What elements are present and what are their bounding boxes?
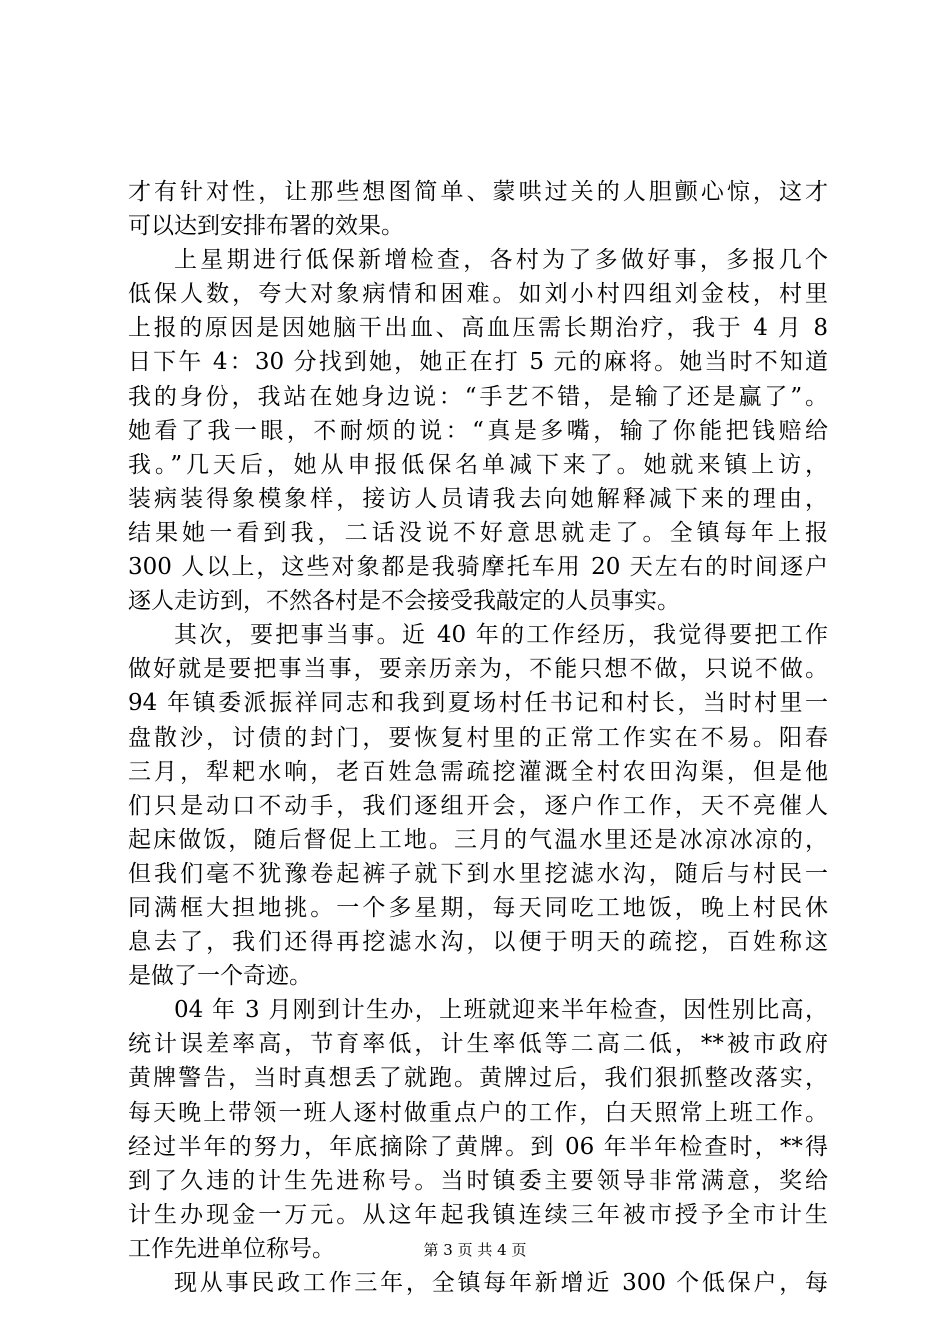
text-line: 94 年镇委派振祥同志和我到夏场村任书记和村长，当时村里一 [128, 690, 828, 717]
text-line: 她看了我一眼，不耐烦的说：“真是多嘴，输了你能把钱赔给 [128, 417, 828, 444]
text-line: 结果她一看到我，二话没说不好意思就走了。全镇每年上报 [128, 519, 828, 546]
text-line: 同满框大担地挑。一个多星期，每天同吃工地饭，晚上村民休 [128, 894, 828, 921]
text-line: 低保人数，夸大对象病情和困难。如刘小村四组刘金枝，村里 [128, 281, 828, 308]
text-line: 们只是动口不动手，我们逐组开会，逐户作工作，天不亮催人 [128, 792, 828, 819]
text-line: 我。”几天后，她从申报低保名单减下来了。她就来镇上访， [128, 451, 828, 478]
text-line: 可以达到安排布署的效果。 [128, 213, 404, 240]
text-line: 是做了一个奇迹。 [128, 963, 312, 990]
text-line: 起床做饭，随后督促上工地。三月的气温水里还是冰凉冰凉的， [128, 826, 828, 853]
text-line: 三月，犁耙水响，老百姓急需疏挖灌溉全村农田沟渠，但是他 [128, 758, 828, 785]
text-line: 装病装得象模象样，接访人员请我去向她解释减下来的理由， [128, 485, 828, 512]
text-line: 现从事民政工作三年，全镇每年新增近 300 个低保户，每 [174, 1270, 828, 1296]
text-line: 计生办现金一万元。从这年起我镇连续三年被市授予全市计生 [128, 1201, 828, 1228]
text-line: 做好就是要把事当事，要亲历亲为，不能只想不做，只说不做。 [128, 656, 828, 683]
page-footer: 第 3 页 共 4 页 [423, 1241, 527, 1259]
document-body [128, 175, 828, 1300]
text-line: 我的身份，我站在她身边说：“手艺不错，是输了还是赢了”。 [128, 383, 828, 410]
text-line: 盘散沙，讨债的封门，要恢复村里的正常工作实在不易。阳春 [128, 724, 828, 751]
text-line: 上报的原因是因她脑干出血、高血压需长期治疗，我于 4 月 8 [128, 315, 828, 342]
text-line: 黄牌警告，当时真想丢了就跑。黄牌过后，我们狠抓整改落实， [128, 1065, 828, 1092]
text-line: 上星期进行低保新增检查，各村为了多做好事，多报几个 [174, 247, 828, 274]
text-line: 经过半年的努力，年底摘除了黄牌。到 06 年半年检查时，**得 [128, 1133, 828, 1160]
text-line: 逐人走访到，不然各村是不会接受我敲定的人员事实。 [128, 588, 680, 615]
text-line: 日下午 4：30 分找到她，她正在打 5 元的麻将。她当时不知道 [128, 349, 828, 376]
text-line: 04 年 3 月刚到计生办，上班就迎来半年检查，因性别比高， [174, 997, 828, 1024]
text-line: 息去了，我们还得再挖滤水沟，以便于明天的疏挖，百姓称这 [128, 929, 828, 956]
text-line: 工作先进单位称号。 [128, 1235, 335, 1262]
text-line: 到了久违的计生先进称号。当时镇委主要领导非常满意，奖给 [128, 1167, 828, 1194]
text-line: 300 人以上，这些对象都是我骑摩托车用 20 天左右的时间逐户 [128, 554, 828, 581]
text-line: 但我们毫不犹豫卷起裤子就下到水里挖滤水沟，随后与村民一 [128, 860, 828, 887]
text-line: 每天晚上带领一班人逐村做重点户的工作，白天照常上班工作。 [128, 1099, 828, 1126]
text-line: 其次，要把事当事。近 40 年的工作经历，我觉得要把工作 [174, 622, 828, 649]
text-line: 才有针对性，让那些想图简单、蒙哄过关的人胆颤心惊，这才 [128, 179, 828, 205]
text-line: 统计误差率高，节育率低，计生率低等二高二低，**被市政府 [128, 1031, 828, 1058]
